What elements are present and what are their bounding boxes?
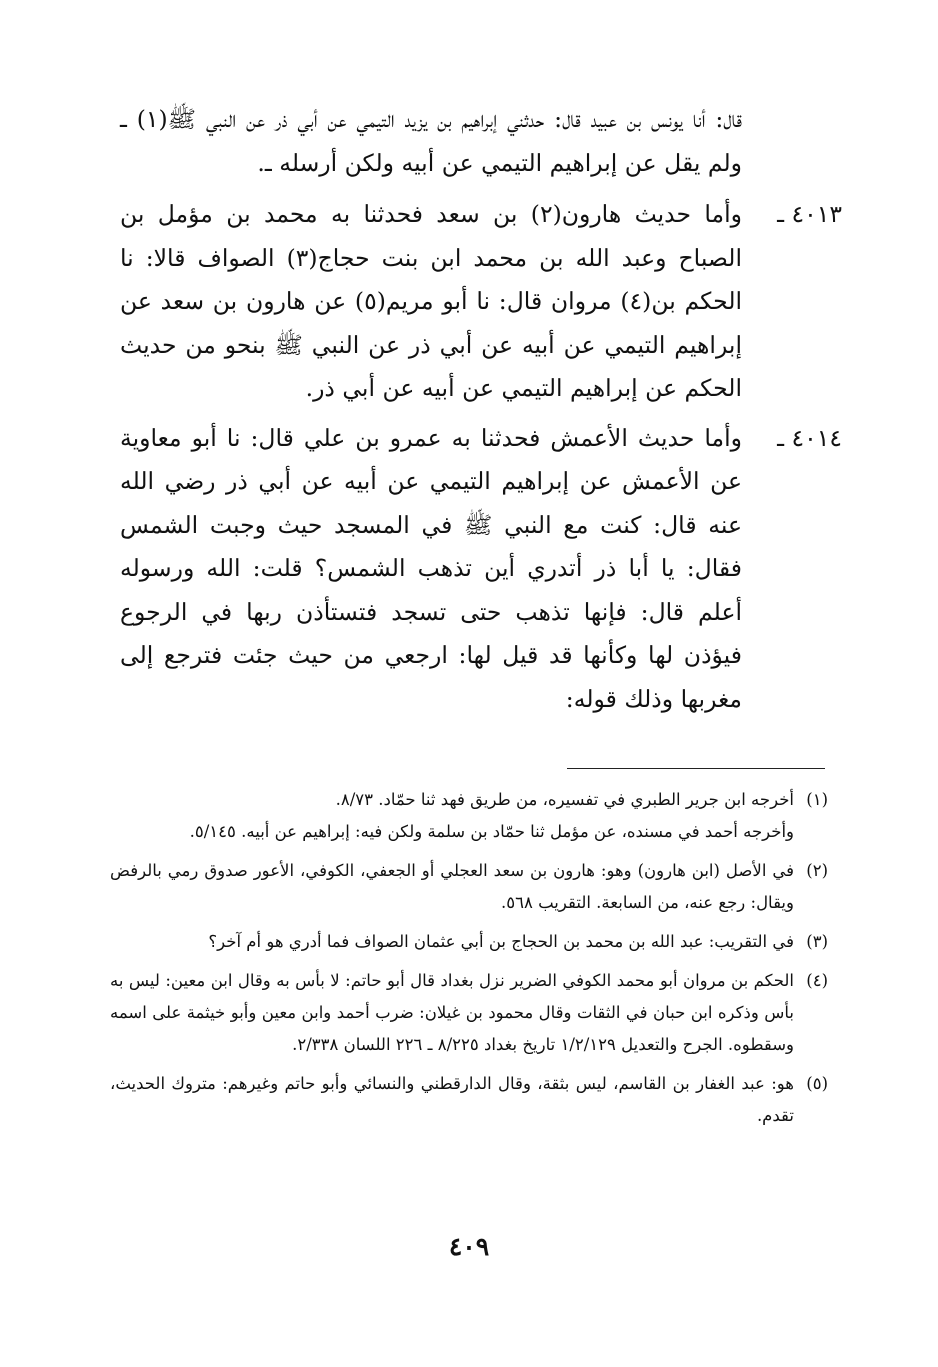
footnote-text (110, 784, 794, 848)
footnote-separator (567, 768, 825, 769)
footnote-number: (٣) (806, 932, 828, 951)
hadith-number: ٤٠١٣ ـ (777, 200, 842, 228)
footnote-number: (٢) (806, 861, 828, 880)
footnote-line: وأخرجه أحمد في مسنده، عن مؤمل ثنا حمّاد بن سلمة ولكن فيه: إبراهيم عن أبيه. ٥/١٤٥. (189, 822, 794, 841)
footnote-line: هو: عبد الغفار بن القاسم، ليس بثقة، وقال الدارقطني والنسائي وأبو حاتم وغيرهم: متروك الحديث، تقدم. (110, 1074, 794, 1125)
footnote-line: في التقريب: عبد الله بن محمد بن الحجاج بن أبي عثمان الصواف فما أدري هو أم آخر؟ (208, 932, 794, 951)
page-number: ٤٠٩ (448, 1232, 490, 1261)
footnote-number: (٥) (806, 1074, 828, 1093)
footnote-number: (٤) (806, 971, 828, 990)
footnote-text (110, 1068, 794, 1132)
footnotes (110, 784, 828, 1139)
hadith-4014 (120, 417, 842, 722)
footnote-2 (110, 855, 828, 919)
footnote-4 (110, 965, 828, 1061)
footnote-5 (110, 1068, 828, 1132)
hadith-text: وأما حديث هارون(٢) بن سعد فحدثنا به محمد بن مؤمل بن الصباح وعبد الله بن محمد ابن بنت حجاج(٣) الصواف قالا: نا الحكم بن(٤) مروان قال: نا أبو مريم(٥) عن هارون بن سعد عن إبراهيم التيمي عن أبيه عن أبي ذر عن النبي ﷺ بنحو من حديث الحكم عن إبراهيم التيمي عن أبيه عن أبي ذر. (120, 200, 743, 402)
footnote-number: (١) (806, 790, 828, 809)
hadith-number: ٤٠١٤ ـ (777, 423, 842, 452)
footnote-text (110, 855, 794, 919)
footnote-text (110, 926, 794, 958)
footnote-line: أخرجه ابن جرير الطبري في تفسيره، من طريق فهد ثنا حمّاد. ٨/٧٣. (335, 790, 794, 809)
footnote-text (110, 965, 794, 1061)
footnote-line: في الأصل (ابن هارون) وهو: هارون بن سعد العجلي أو الجعفي، الكوفي، الأعور صدوق رمي بالرفض ويقال: رجع عنه، من السابعة. التقريب ٥٦٨. (110, 861, 794, 912)
intro-paragraph: قال: أنا يونس بن عبيد قال: حدثني إبراهيم بن يزيد التيمي عن أبي ذر عن النبي ﷺ(١) ـ ولم يقل عن إبراهيم التيمي عن أبيه ولكن أرسله ـ. (120, 105, 742, 177)
hadith-text: وأما حديث الأعمش فحدثنا به عمرو بن علي قال: نا أبو معاوية عن الأعمش عن إبراهيم التيمي عن أبيه عن أبي ذر رضي الله عنه قال: كنت مع النبي ﷺ في المسجد حيث وجبت الشمس فقال: يا أبا ذر أتدري أين تذهب الشمس؟ قلت: الله ورسوله أعلم قال: فإنها تذهب حتى تسجد فتستأذن ربها في الرجوع فيؤذن لها وكأنها قد قيل لها: ارجعي من حيث جئت فترجع إلى مغربها وذلك قوله: (120, 423, 742, 713)
footnote-3 (110, 926, 828, 958)
hadith-4013 (120, 193, 842, 411)
footnote-1 (110, 784, 828, 848)
main-text (120, 98, 842, 727)
footnote-line: الحكم بن مروان أبو محمد الكوفي الضرير نزل بغداد قال أبو حاتم: لا بأس به وقال ابن معين: ليس به بأس وذكره ابن حبان في الثقات وقال محمود بن غيلان: ضرب أحمد وابن معين وأبو خيثمة على اسمه وسقطوه. الجرح والتعديل ١/٢/١٢٩ تاريخ بغداد ٨/٢٢٥ ـ ٢٢٦ اللسان ٢/٣٣٨. (110, 971, 794, 1054)
